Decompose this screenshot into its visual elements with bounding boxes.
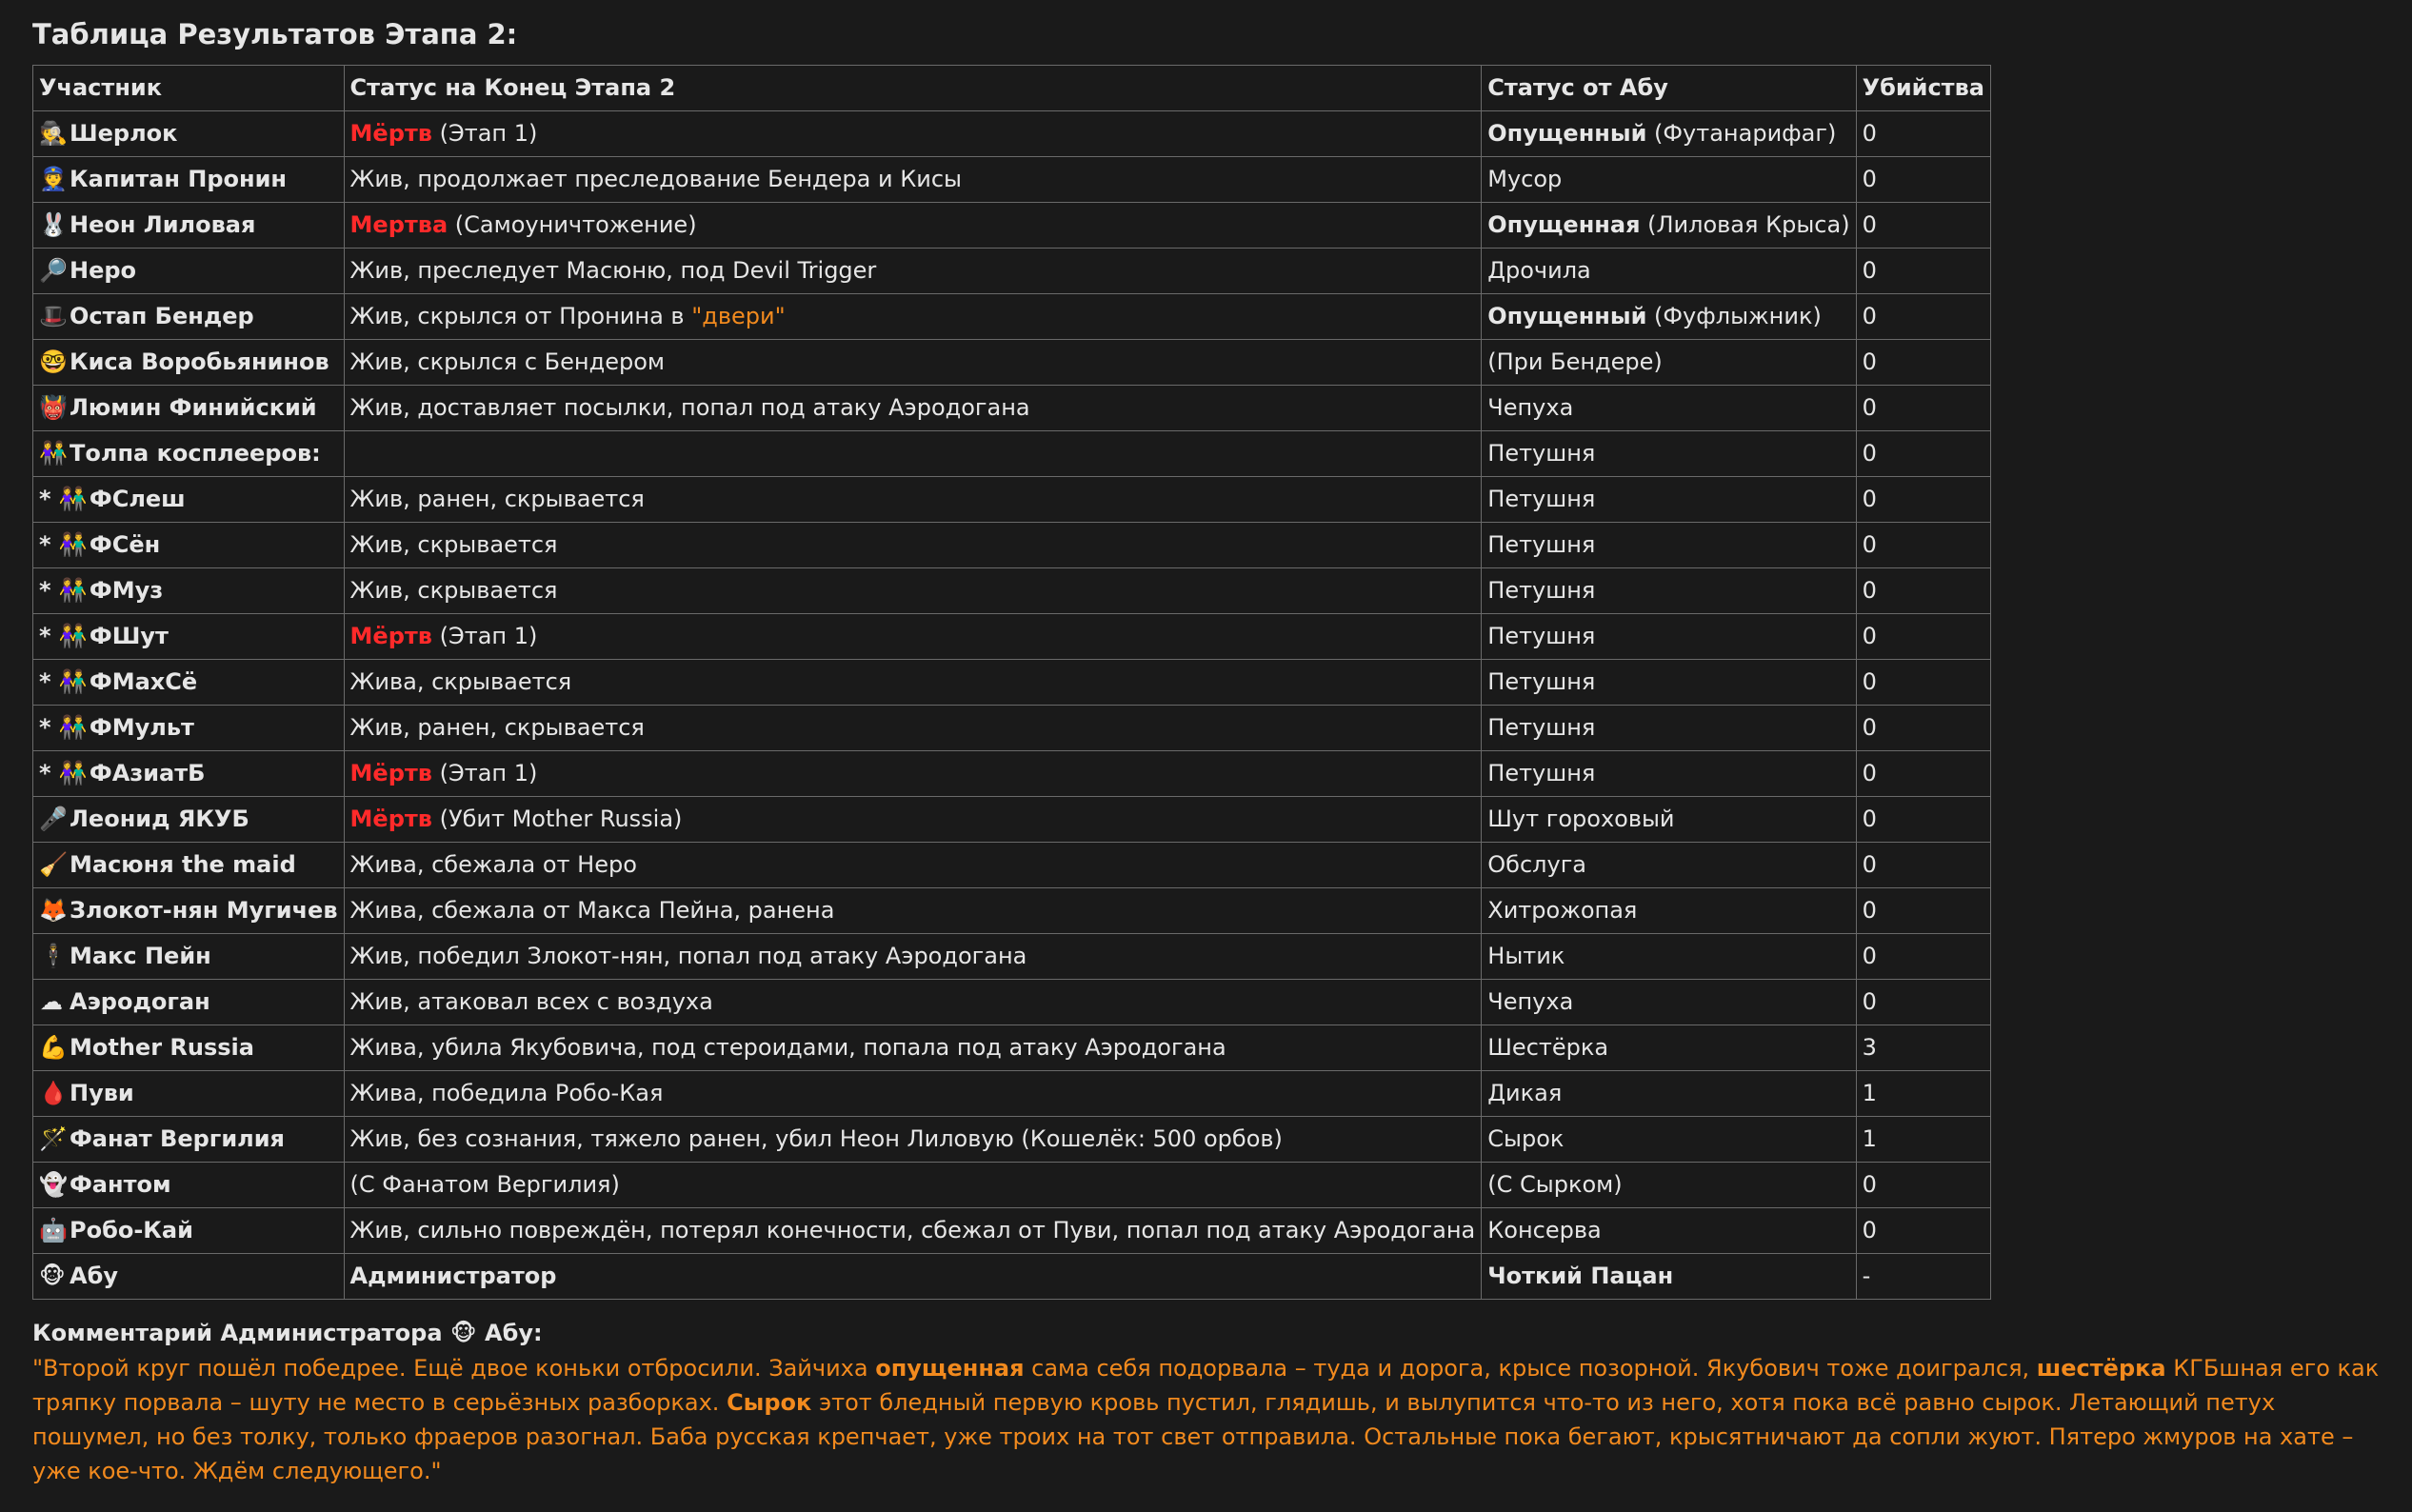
abu-status-text: Обслуга: [1487, 851, 1587, 878]
participant-name: ФМульт: [89, 714, 194, 741]
ghost-icon: 👻: [39, 1171, 68, 1198]
bullet-marker: *: [39, 623, 59, 649]
abu-status-text: Консерва: [1487, 1217, 1602, 1243]
people-icon: 👫: [58, 623, 88, 649]
participant-name: Леонид ЯКУБ: [70, 806, 249, 832]
abu-status-text: Петушня: [1487, 577, 1596, 604]
abu-status-cell: [1482, 980, 1856, 1025]
table-row: [33, 294, 1991, 340]
participant-name: Шерлок: [70, 120, 178, 147]
abu-status-cell: [1482, 614, 1856, 660]
participant-cell: [33, 1208, 345, 1254]
participant-cell: [33, 431, 345, 477]
abu-status-text: (При Бендере): [1487, 348, 1663, 375]
table-row: [33, 660, 1991, 706]
broom-icon: 🧹: [39, 851, 68, 878]
kills-cell: [1856, 1208, 1990, 1254]
status-cell: [344, 157, 1482, 203]
kills-value: 0: [1862, 257, 1877, 284]
abu-status-text: Шут гороховый: [1487, 806, 1675, 832]
kills-cell: [1856, 340, 1990, 386]
kills-cell: [1856, 1163, 1990, 1208]
police-officer-icon: 👮: [39, 166, 68, 192]
abu-status-cell: [1482, 431, 1856, 477]
participant-cell: [33, 614, 345, 660]
participant-cell: [33, 1254, 345, 1300]
kills-value: 0: [1862, 943, 1877, 969]
participant-name: Аэродоган: [70, 988, 210, 1015]
participant-cell: [33, 888, 345, 934]
status-cell: [344, 1208, 1482, 1254]
death-status: Мёртв: [349, 623, 432, 649]
abu-status-cell: [1482, 797, 1856, 843]
participant-cell: [33, 1117, 345, 1163]
abu-status-cell: [1482, 203, 1856, 249]
participant-name: Масюня the maid: [70, 851, 296, 878]
abu-status-text: Хитрожопая: [1487, 897, 1638, 924]
participant-name: Толпа косплееров:: [70, 440, 321, 467]
table-row: [33, 980, 1991, 1025]
participant-name: Неон Лиловая: [70, 211, 256, 238]
abu-status-cell: [1482, 1208, 1856, 1254]
kills-cell: [1856, 157, 1990, 203]
participant-name: Пуви: [70, 1080, 134, 1106]
kills-cell: [1856, 477, 1990, 523]
status-cell: [344, 477, 1482, 523]
status-cell: [344, 888, 1482, 934]
table-row: [33, 249, 1991, 294]
abu-status-text: Петушня: [1487, 760, 1596, 786]
kills-cell: [1856, 523, 1990, 568]
kills-cell: [1856, 1254, 1990, 1300]
kills-cell: [1856, 1025, 1990, 1071]
kills-cell: [1856, 568, 1990, 614]
fox-icon: 🦊: [39, 897, 68, 924]
status-cell: [344, 797, 1482, 843]
status-text: Жива, скрывается: [349, 668, 572, 695]
table-row: [33, 340, 1991, 386]
status-cell: [344, 706, 1482, 751]
participant-cell: [33, 1025, 345, 1071]
kills-cell: [1856, 706, 1990, 751]
participant-name: ФШут: [89, 623, 169, 649]
kills-cell: [1856, 980, 1990, 1025]
kills-cell: [1856, 751, 1990, 797]
top-hat-icon: 🎩: [39, 303, 68, 329]
participant-cell: [33, 203, 345, 249]
table-row: [33, 157, 1991, 203]
status-text: Жив, преследует Масюню, под Devil Trigger: [349, 257, 877, 284]
abu-status-cell: [1482, 1117, 1856, 1163]
status-text: Жива, сбежала от Макса Пейна, ранена: [349, 897, 835, 924]
participant-name: ФМахСё: [89, 668, 198, 695]
participant-name: Mother Russia: [70, 1034, 254, 1061]
people-icon: 👫: [58, 577, 88, 604]
kills-cell: [1856, 386, 1990, 431]
table-row: [33, 1025, 1991, 1071]
ogre-icon: 👹: [39, 394, 68, 421]
table-row: [33, 888, 1991, 934]
abu-status-text: Дрочила: [1487, 257, 1591, 284]
cloud-icon: ☁: [40, 988, 63, 1015]
comment-title-prefix: Комментарий Администратора: [32, 1320, 450, 1346]
status-cell: [344, 1071, 1482, 1117]
people-icon: 👫: [58, 668, 88, 695]
kills-value: 0: [1862, 440, 1877, 467]
kills-value: 0: [1862, 623, 1877, 649]
comment-bold-text: опущенная: [875, 1355, 1025, 1382]
kills-value: 0: [1862, 806, 1877, 832]
table-row: [33, 1163, 1991, 1208]
status-text: (Самоуничтожение): [448, 211, 697, 238]
rabbit-icon: 🐰: [39, 211, 68, 238]
kills-cell: [1856, 660, 1990, 706]
status-text: Жив, скрылся с Бендером: [349, 348, 665, 375]
participant-name: Капитан Пронин: [70, 166, 287, 192]
abu-status-text: Петушня: [1487, 531, 1596, 558]
participant-name: Робо-Кай: [70, 1217, 193, 1243]
page-content: [32, 15, 2384, 1488]
flexed-biceps-icon: 💪: [39, 1034, 68, 1061]
participant-name: Фанат Вергилия: [70, 1125, 285, 1152]
abu-status-text: Нытик: [1487, 943, 1565, 969]
table-row: [33, 1071, 1991, 1117]
kills-value: 0: [1862, 988, 1877, 1015]
participant-name: ФСлеш: [89, 486, 186, 512]
participant-cell: [33, 294, 345, 340]
status-cell: [344, 203, 1482, 249]
participant-cell: [33, 843, 345, 888]
abu-status-text: Сырок: [1487, 1125, 1565, 1152]
blood-drop-icon: 🩸: [39, 1080, 68, 1106]
status-cell: [344, 1163, 1482, 1208]
kills-cell: [1856, 203, 1990, 249]
kills-value: 0: [1862, 303, 1877, 329]
status-text: Жива, убила Якубовича, под стероидами, попала под атаку Аэродогана: [349, 1034, 1226, 1061]
monkey-icon: 🐵: [449, 1320, 477, 1346]
table-row: [33, 797, 1991, 843]
page-title: Таблица Результатов Этапа 2:: [32, 18, 518, 50]
comment-bold-text: Сырок: [727, 1389, 812, 1416]
abu-status-cell: [1482, 1025, 1856, 1071]
kills-value: 0: [1862, 1171, 1877, 1198]
kills-value: 0: [1862, 486, 1877, 512]
header-status: Статус на Конец Этапа 2: [344, 66, 1482, 111]
abu-status-text: Чепуха: [1487, 988, 1574, 1015]
status-text: Жив, победил Злокот-нян, попал под атаку Аэродогана: [349, 943, 1027, 969]
status-cell: [344, 386, 1482, 431]
table-row: [33, 386, 1991, 431]
kills-cell: [1856, 797, 1990, 843]
suit-man-icon: 🕴: [39, 943, 68, 969]
abu-status-cell: [1482, 660, 1856, 706]
abu-status-cell: [1482, 340, 1856, 386]
status-text: Жив, продолжает преследование Бендера и Кисы: [349, 166, 962, 192]
kills-value: 0: [1862, 851, 1877, 878]
abu-status-cell: [1482, 1163, 1856, 1208]
status-text: Жив, скрывается: [349, 531, 558, 558]
table-row: [33, 431, 1991, 477]
abu-status-cell: [1482, 386, 1856, 431]
header-abu-status: Статус от Абу: [1482, 66, 1856, 111]
status-text: (Этап 1): [431, 623, 538, 649]
status-cell: [344, 843, 1482, 888]
participant-cell: [33, 980, 345, 1025]
people-icon: 👫: [58, 714, 88, 741]
abu-status-cell: [1482, 477, 1856, 523]
bullet-marker: *: [39, 760, 59, 786]
abu-status-text: Шестёрка: [1487, 1034, 1609, 1061]
abu-status-cell: [1482, 706, 1856, 751]
kills-cell: [1856, 843, 1990, 888]
participant-cell: [33, 111, 345, 157]
abu-status-cell: [1482, 934, 1856, 980]
comment-text: этот бледный первую кровь пустил, глядишь, и вылупится что-то из него, хотя пока всё равно сырок. Летающий петух пошумел, но без толку, только фраеров разогнал. Баба русская крепчает, уже троих на тот свет отправила. Остальные пока бегают, крысятничают да сопли жуют. Пятеро жмуров на хате – уже кое-что. Ждём следующего.": [32, 1389, 2354, 1484]
table-row: [33, 614, 1991, 660]
participant-cell: [33, 1071, 345, 1117]
abu-status-cell: [1482, 843, 1856, 888]
abu-status-text: Петушня: [1487, 714, 1596, 741]
death-status: Мёртв: [349, 120, 432, 147]
table-header-row: [33, 66, 1991, 111]
status-cell: [344, 431, 1482, 477]
abu-status-cell: [1482, 568, 1856, 614]
participant-name: ФАзиатБ: [89, 760, 206, 786]
kills-cell: [1856, 431, 1990, 477]
death-status: Мёртв: [349, 760, 432, 786]
people-icon: 👫: [39, 440, 68, 467]
table-row: [33, 523, 1991, 568]
kills-cell: [1856, 111, 1990, 157]
abu-status-cell: [1482, 888, 1856, 934]
participant-name: ФСён: [89, 531, 161, 558]
abu-status-text: Петушня: [1487, 486, 1596, 512]
status-text: Жив, скрывается: [349, 577, 558, 604]
participant-cell: [33, 249, 345, 294]
abu-status-cell: [1482, 249, 1856, 294]
abu-status-bold: Опущенная: [1487, 211, 1641, 238]
kills-cell: [1856, 249, 1990, 294]
bullet-marker: *: [39, 714, 59, 741]
participant-cell: [33, 934, 345, 980]
status-cell: [344, 980, 1482, 1025]
abu-status-text: (Футанарифаг): [1646, 120, 1837, 147]
nerd-face-icon: 🤓: [39, 348, 68, 375]
participant-cell: [33, 751, 345, 797]
status-text: (Этап 1): [431, 120, 538, 147]
participant-cell: [33, 386, 345, 431]
abu-status-text: Петушня: [1487, 440, 1596, 467]
status-text: Жив, сильно повреждён, потерял конечности, сбежал от Пуви, попал под атаку Аэродогана: [349, 1217, 1476, 1243]
participant-cell: [33, 797, 345, 843]
status-cell: [344, 1025, 1482, 1071]
kills-value: 0: [1862, 531, 1877, 558]
status-text: (Убит Mother Russia): [431, 806, 683, 832]
status-text: Жив, скрылся от Пронина в: [349, 303, 692, 329]
comment-text: КГБшная его как тряпку порвала – шуту не место в серьёзных разборках.: [32, 1355, 2380, 1416]
abu-status-text: (Лиловая Крыса): [1640, 211, 1850, 238]
kills-value: 0: [1862, 120, 1877, 147]
participant-cell: [33, 1163, 345, 1208]
abu-status-cell: [1482, 294, 1856, 340]
kills-cell: [1856, 1117, 1990, 1163]
table-row: [33, 1208, 1991, 1254]
participant-cell: [33, 706, 345, 751]
kills-value: 0: [1862, 577, 1877, 604]
abu-status-text: (Фуфлыжник): [1646, 303, 1822, 329]
participant-name: Злокот-нян Мугичев: [70, 897, 338, 924]
table-body: [33, 111, 1991, 1300]
robot-icon: 🤖: [39, 1217, 68, 1243]
status-cell: [344, 568, 1482, 614]
kills-value: 0: [1862, 714, 1877, 741]
abu-status-text: Дикая: [1487, 1080, 1563, 1106]
status-cell: [344, 751, 1482, 797]
table-row: [33, 477, 1991, 523]
detective-icon: 🕵: [39, 120, 68, 147]
bullet-marker: *: [39, 668, 59, 695]
people-icon: 👫: [58, 531, 88, 558]
kills-value: 1: [1862, 1080, 1877, 1106]
table-row: [33, 111, 1991, 157]
abu-status-cell: [1482, 157, 1856, 203]
microphone-icon: 🎤: [39, 806, 68, 832]
bullet-marker: *: [39, 486, 59, 512]
abu-status-cell: [1482, 751, 1856, 797]
participant-name: Киса Воробьянинов: [70, 348, 329, 375]
status-text: Жив, доставляет посылки, попал под атаку Аэродогана: [349, 394, 1030, 421]
participant-cell: [33, 340, 345, 386]
kills-value: 0: [1862, 211, 1877, 238]
table-row: [33, 706, 1991, 751]
kills-value: 0: [1862, 166, 1877, 192]
status-text: Жива, сбежала от Неро: [349, 851, 637, 878]
comment-title-suffix: Абу:: [476, 1320, 543, 1346]
admin-comment: [32, 1351, 2384, 1488]
bullet-marker: *: [39, 577, 59, 604]
abu-status-cell: [1482, 523, 1856, 568]
abu-status-bold: Чоткий Пацан: [1487, 1263, 1674, 1289]
status-cell: [344, 934, 1482, 980]
abu-status-bold: Опущенный: [1487, 303, 1647, 329]
status-cell: [344, 1254, 1482, 1300]
status-cell: [344, 660, 1482, 706]
status-text: Жив, без сознания, тяжело ранен, убил Неон Лиловую (Кошелёк: 500 орбов): [349, 1125, 1283, 1152]
status-text: Жив, ранен, скрывается: [349, 714, 645, 741]
status-cell: [344, 340, 1482, 386]
participant-cell: [33, 660, 345, 706]
abu-status-cell: [1482, 1254, 1856, 1300]
status-cell: [344, 1117, 1482, 1163]
status-cell: [344, 614, 1482, 660]
participant-cell: [33, 477, 345, 523]
abu-status-text: Чепуха: [1487, 394, 1574, 421]
kills-value: 3: [1862, 1034, 1877, 1061]
kills-value: 0: [1862, 1217, 1877, 1243]
comment-bold-text: шестёрка: [2036, 1355, 2166, 1382]
status-highlight: "двери": [691, 303, 786, 329]
status-cell: [344, 294, 1482, 340]
participant-name: Неро: [70, 257, 137, 284]
results-table: [32, 65, 1991, 1300]
participant-name: Макс Пейн: [70, 943, 211, 969]
participant-name: Фантом: [70, 1171, 171, 1198]
participant-cell: [33, 568, 345, 614]
abu-status-text: Петушня: [1487, 668, 1596, 695]
participant-cell: [33, 157, 345, 203]
bullet-marker: *: [39, 531, 59, 558]
comment-text: "Второй круг пошёл победрее. Ещё двое коньки отбросили. Зайчиха: [32, 1355, 876, 1382]
abu-status-text: (С Сырком): [1487, 1171, 1623, 1198]
people-icon: 👫: [58, 760, 88, 786]
abu-status-bold: Опущенный: [1487, 120, 1647, 147]
status-text: Жив, атаковал всех с воздуха: [349, 988, 713, 1015]
status-cell: [344, 249, 1482, 294]
status-text: Жива, победила Робо-Кая: [349, 1080, 664, 1106]
kills-value: -: [1862, 1263, 1871, 1289]
kills-cell: [1856, 888, 1990, 934]
kills-value: 0: [1862, 348, 1877, 375]
participant-name: Люмин Финийский: [70, 394, 317, 421]
kills-value: 1: [1862, 1125, 1877, 1152]
participant-name: Абу: [70, 1263, 118, 1289]
abu-status-text: Мусор: [1487, 166, 1563, 192]
status-text: (С Фанатом Вергилия): [349, 1171, 620, 1198]
table-row: [33, 568, 1991, 614]
participant-cell: [33, 523, 345, 568]
kills-value: 0: [1862, 897, 1877, 924]
magic-wand-icon: 🪄: [39, 1125, 68, 1152]
abu-status-cell: [1482, 1071, 1856, 1117]
abu-status-text: Петушня: [1487, 623, 1596, 649]
monkey-icon: 🐵: [39, 1263, 66, 1289]
comment-title: [32, 1315, 2384, 1351]
abu-status-cell: [1482, 111, 1856, 157]
comment-text: сама себя подорвала – туда и дорога, крысе позорной. Якубович тоже доигрался,: [1024, 1355, 2037, 1382]
kills-cell: [1856, 294, 1990, 340]
table-row: [33, 843, 1991, 888]
table-row: [33, 751, 1991, 797]
status-cell: [344, 111, 1482, 157]
status-text: Жив, ранен, скрывается: [349, 486, 645, 512]
death-status: Мертва: [349, 211, 449, 238]
status-bold-text: Администратор: [349, 1263, 557, 1289]
table-row: [33, 934, 1991, 980]
people-icon: 👫: [58, 486, 88, 512]
kills-value: 0: [1862, 760, 1877, 786]
death-status: Мёртв: [349, 806, 432, 832]
table-row: [33, 203, 1991, 249]
magnifier-icon: 🔎: [39, 257, 68, 284]
kills-cell: [1856, 1071, 1990, 1117]
status-cell: [344, 523, 1482, 568]
kills-cell: [1856, 614, 1990, 660]
participant-name: ФМуз: [89, 577, 164, 604]
header-kills: Убийства: [1856, 66, 1990, 111]
table-row: [33, 1254, 1991, 1300]
table-row: [33, 1117, 1991, 1163]
kills-value: 0: [1862, 668, 1877, 695]
kills-value: 0: [1862, 394, 1877, 421]
header-participant: Участник: [33, 66, 345, 111]
status-text: (Этап 1): [431, 760, 538, 786]
participant-name: Остап Бендер: [70, 303, 254, 329]
kills-cell: [1856, 934, 1990, 980]
